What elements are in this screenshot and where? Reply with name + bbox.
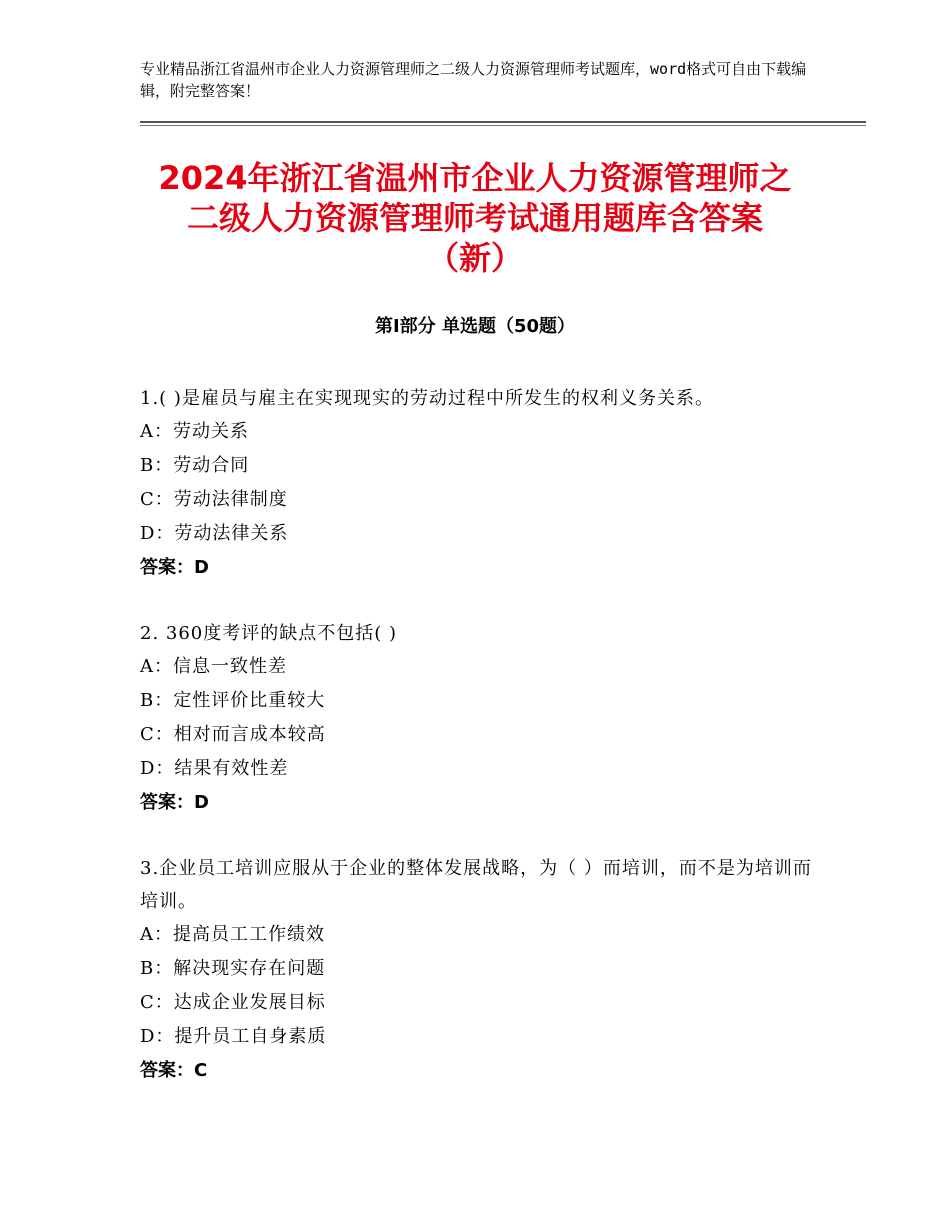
option-d: D：劳动法律关系 bbox=[140, 523, 289, 544]
answer: 答案：D bbox=[140, 792, 209, 813]
option-b: B：解决现实存在问题 bbox=[140, 958, 326, 979]
section-title: 第Ⅰ部分 单选题（50题） bbox=[374, 316, 575, 337]
question-text: 1.( )是雇员与雇主在实现现实的劳动过程中所发生的权利义务关系。 bbox=[140, 388, 714, 409]
question-list bbox=[140, 382, 820, 1120]
option-d: D：结果有效性差 bbox=[140, 758, 289, 779]
answer: 答案：D bbox=[140, 557, 209, 578]
question-text: 2. 360度考评的缺点不包括( ) bbox=[140, 623, 398, 644]
header-note: 专业精品浙江省温州市企业人力资源管理师之二级人力资源管理师考试题库，word格式可自由下载编辑，附完整答案！ bbox=[140, 60, 807, 100]
option-c: C：劳动法律制度 bbox=[140, 489, 288, 510]
header-divider-thick bbox=[140, 121, 866, 123]
option-c: C：达成企业发展目标 bbox=[140, 992, 326, 1013]
header-divider-thin bbox=[140, 125, 866, 126]
question-1 bbox=[140, 382, 820, 585]
option-a: A：劳动关系 bbox=[140, 421, 249, 442]
option-b: B：劳动合同 bbox=[140, 455, 250, 476]
answer: 答案：C bbox=[140, 1060, 208, 1081]
option-a: A：信息一致性差 bbox=[140, 656, 287, 677]
title-line-3: （新） bbox=[426, 239, 523, 277]
option-a: A：提高员工工作绩效 bbox=[140, 924, 325, 945]
option-c: C：相对而言成本较高 bbox=[140, 724, 326, 745]
document-title bbox=[120, 158, 830, 278]
question-2 bbox=[140, 617, 820, 820]
title-line-1: 2024年浙江省温州市企业人力资源管理师之 bbox=[158, 159, 792, 197]
option-d: D：提升员工自身素质 bbox=[140, 1026, 327, 1047]
title-line-2: 二级人力资源管理师考试通用题库含答案 bbox=[186, 199, 763, 237]
question-text: 3.企业员工培训应服从于企业的整体发展战略，为（ ）而培训，而不是为培训而培训。 bbox=[140, 858, 812, 912]
question-3 bbox=[140, 852, 820, 1088]
option-b: B：定性评价比重较大 bbox=[140, 690, 326, 711]
